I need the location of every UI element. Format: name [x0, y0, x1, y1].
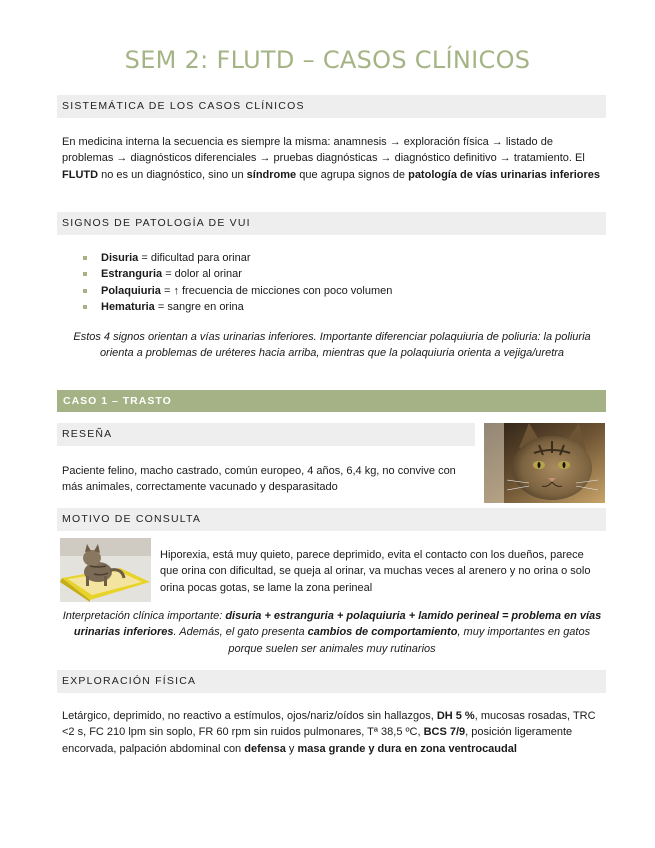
- sign-term: Hematuria: [101, 300, 155, 313]
- exp-text-2: , mucosas rosadas, TRC <2 s, FC 210 lpm sin soplo, FR 60 rpm sin ruidos pulmonares, Tª 38,5 ºC,: [62, 710, 596, 739]
- exp-text-3: , posición ligeramente encorvada, palpación abdominal con: [62, 726, 573, 755]
- exp-bold-dh: DH 5 %: [436, 710, 475, 722]
- section-header-motivo: MOTIVO DE CONSULTA: [57, 508, 606, 531]
- sign-term: Polaquiuria: [101, 284, 161, 297]
- intro-bold-sindrome: síndrome: [246, 168, 297, 181]
- section-header-sistematica: SISTEMÁTICA DE LOS CASOS CLÍNICOS: [57, 95, 606, 118]
- intro-text-2: no es un diagnóstico, sino un: [98, 168, 247, 181]
- list-item: [80, 266, 392, 282]
- signs-note: Estos 4 signos orientan a vías urinarias inferiores. Importante diferenciar polaquiuria de poliuria: la poliuria orienta a problemas de uréteres hacia arriba, mientras que la polaquiuria orienta a vejiga/uretra: [73, 331, 591, 360]
- list-item: [80, 283, 392, 299]
- page-title: SEM 2: FLUTD – CASOS CLÍNICOS: [124, 46, 531, 74]
- intro-bold-flutd: FLUTD: [62, 168, 99, 181]
- interp-bold-2: cambios de comportamiento: [307, 626, 458, 639]
- signs-list: [80, 250, 392, 315]
- list-item: [80, 250, 392, 266]
- interpretation-note: [60, 608, 604, 657]
- intro-text-1: En medicina interna la secuencia es siempre la misma: anamnesis → exploración física → listado de problemas → diagnósticos diferenciales → pruebas diagnósticas → diagnóstico definitivo → tratamiento. El: [62, 136, 585, 165]
- cat-photo: [484, 423, 605, 503]
- exp-text-1: Letárgico, deprimido, no reactivo a estímulos, ojos/nariz/oídos sin hallazgos,: [62, 710, 437, 722]
- case-header: CASO 1 – TRASTO: [57, 390, 606, 412]
- section-header-signos: SIGNOS DE PATOLOGÍA DE VUI: [57, 212, 606, 235]
- exp-text-4: y: [285, 742, 298, 755]
- litter-photo: [60, 538, 151, 602]
- sign-definition: = dolor al orinar: [162, 268, 242, 281]
- section-header-resena: RESEÑA: [57, 423, 475, 446]
- sign-definition: = ↑ frecuencia de micciones con poco volumen: [160, 284, 393, 297]
- list-item: [80, 299, 392, 315]
- intro-text-3: que agrupa signos de: [296, 168, 409, 181]
- resena-paragraph: Paciente felino, macho castrado, común europeo, 4 años, 6,4 kg, no convive con más animales, correctamente vacunado y desparasitado: [62, 465, 456, 494]
- exp-bold-bcs: BCS 7/9: [423, 726, 466, 739]
- exploracion-paragraph: [62, 708, 604, 757]
- interp-bold-1: disuria + estranguria + polaquiuria + lamido perineal = problema en vías urinarias inferiores: [73, 610, 602, 639]
- sign-term: Estranguria: [101, 268, 163, 281]
- exp-bold-masa: masa grande y dura en zona ventrocaudal: [297, 742, 517, 755]
- intro-bold-vias: patología de vías urinarias inferiores: [408, 168, 601, 181]
- interp-text-3: , muy importantes en gatos porque suelen ser animales muy rutinarios: [228, 626, 591, 655]
- exp-bold-defensa: defensa: [244, 742, 286, 755]
- section-header-exploracion: EXPLORACIÓN FÍSICA: [57, 670, 606, 693]
- interp-text-1: Interpretación clínica importante:: [62, 610, 226, 622]
- sign-term: Disuria: [101, 252, 139, 264]
- sign-definition: = sangre en orina: [154, 300, 244, 313]
- intro-paragraph: [62, 134, 602, 183]
- sign-definition: = dificultad para orinar: [138, 252, 251, 264]
- interp-text-2: . Además, el gato presenta: [173, 626, 308, 639]
- motivo-paragraph: Hiporexia, está muy quieto, parece deprimido, evita el contacto con los dueños, parece que orina con dificultad, se queja al orinar, va muchas veces al arenero y no orina o solo orina pocas gotas, se lame la zona perineal: [160, 549, 591, 594]
